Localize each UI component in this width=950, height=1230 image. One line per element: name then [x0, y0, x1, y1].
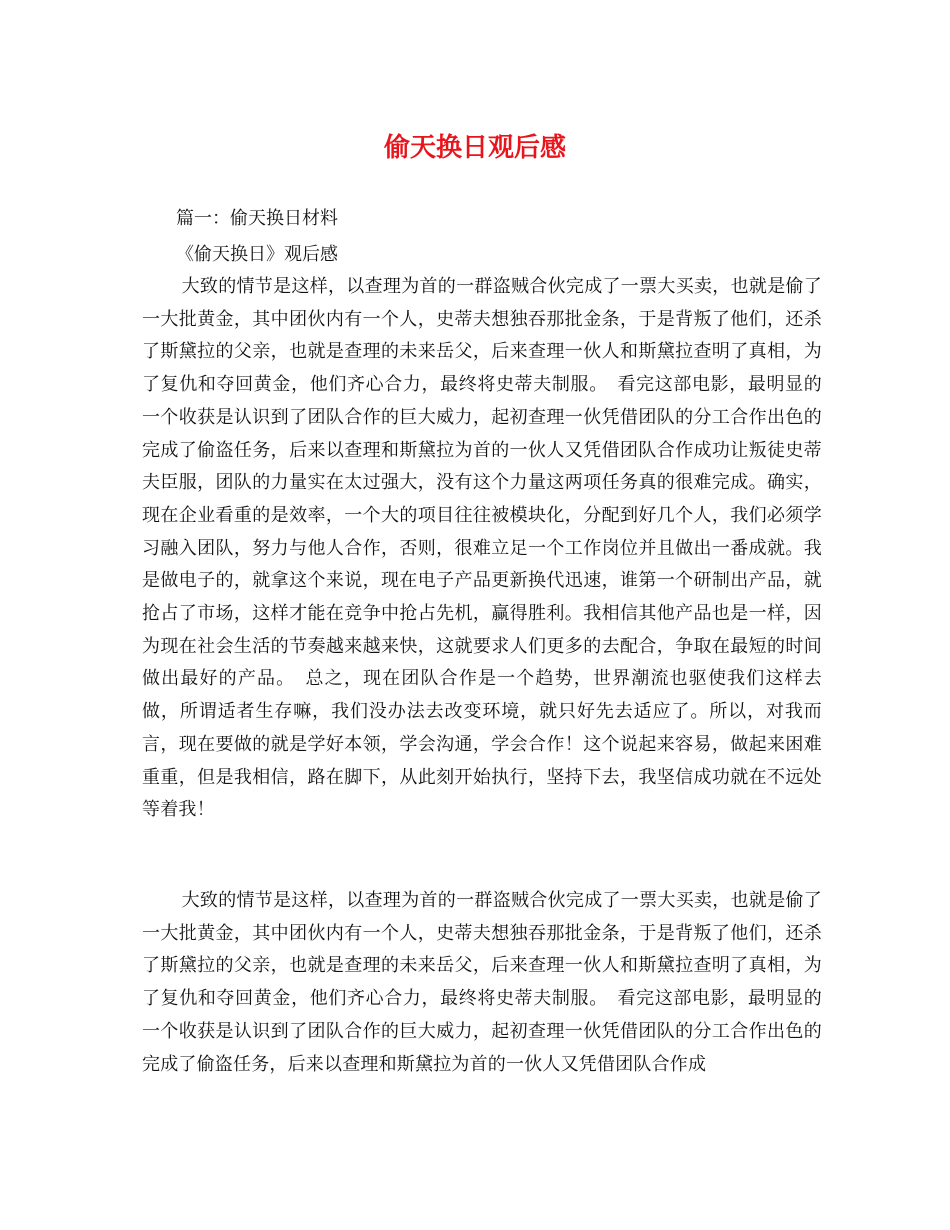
- document-title: 偷天换日观后感: [383, 133, 566, 163]
- subtitle: 《偷天换日》观后感: [176, 244, 338, 265]
- body-paragraph-1: 大致的情节是这样，以查理为首的一群盗贼合伙完成了一票大买卖，也就是偷了一大批黄金，其中团伙内有一个人，史蒂夫想独吞那批金条，于是背叛了他们，还杀了斯黛拉的父亲，也就是查理的未来岳父，后来查理一伙人和斯黛拉查明了真相，为了复仇和夺回黄金，他们齐心合力，最终将史蒂夫制服。 看完这部电影，最明显的一个收获是认识到了团队合作的巨大威力，起初查理一伙凭借团队的分工合作出色的完成了偷盗任务，后来以查理和斯黛拉为首的一伙人又凭借团队合作成功让叛徒史蒂夫臣服，团队的力量实在太过强大，没有这个力量这两项任务真的很难完成。确实，现在企业看重的是效率，一个大的项目往往被模块化，分配到好几个人，我们必须学习融入团队，努力与他人合作，否则，很难立足一个工作岗位并且做出一番成就。我是做电子的，就拿这个来说，现在电子产品更新换代迅速，谁第一个研制出产品，就抢占了市场，这样才能在竞争中抢占先机，赢得胜利。我相信其他产品也是一样，因为现在社会生活的节奏越来越来快，这就要求人们更多的去配合，争取在最短的时间做出最好的产品。 总之，现在团队合作是一个趋势，世界潮流也驱使我们这样去做，所谓适者生存嘛，我们没办法去改变环境，就只好先去适应了。所以，对我而言，现在要做的就是学好本领，学会沟通，学会合作！这个说起来容易，做起来困难重重，但是我相信，路在脚下，从此刻开始执行，坚持下去，我坚信成功就在不远处等着我！: [142, 276, 822, 821]
- body-paragraph-2: 大致的情节是这样，以查理为首的一群盗贼合伙完成了一票大买卖，也就是偷了一大批黄金，其中团伙内有一个人，史蒂夫想独吞那批金条，于是背叛了他们，还杀了斯黛拉的父亲，也就是查理的未来岳父，后来查理一伙人和斯黛拉查明了真相，为了复仇和夺回黄金，他们齐心合力，最终将史蒂夫制服。 看完这部电影，最明显的一个收获是认识到了团队合作的巨大威力，起初查理一伙凭借团队的分工合作出色的完成了偷盗任务，后来以查理和斯黛拉为首的一伙人又凭借团队合作成: [142, 890, 822, 1075]
- section-label: 篇一：偷天换日材料: [176, 208, 338, 229]
